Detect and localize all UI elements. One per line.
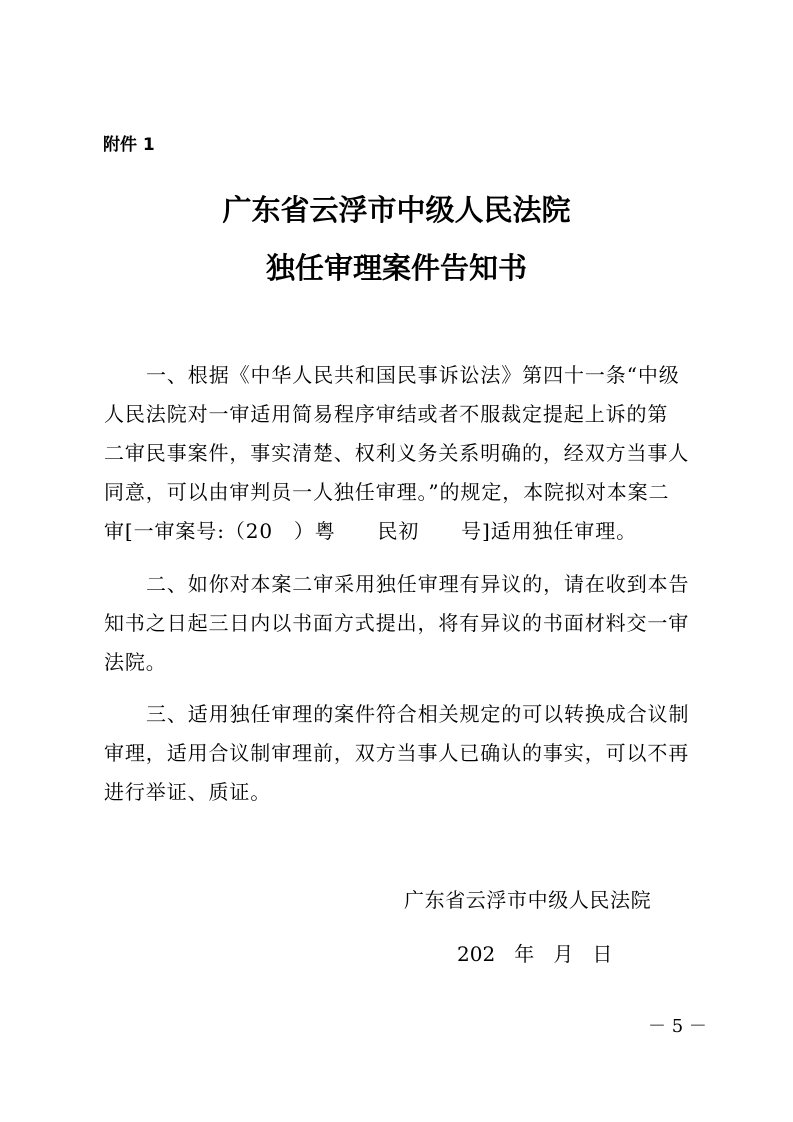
document-title-court: 广东省云浮市中级人民法院	[222, 193, 571, 227]
paragraph-line: 三、适用独任审理的案件符合相关规定的可以转换成合议制	[146, 702, 690, 726]
paragraph-line: 二审民事案件，事实清楚、权利义务关系明确的，经双方当事人	[104, 441, 690, 465]
paragraph-line: 审理，适用合议制审理前，双方当事人已确认的事实，可以不再	[104, 741, 690, 765]
page-number: － 5 －	[648, 1016, 707, 1037]
paragraph-1	[104, 356, 746, 551]
paragraph-line: 法院。	[104, 650, 167, 674]
paragraph-line: 同意，可以由审判员一人独任审理。”的规定，本院拟对本案二	[104, 480, 670, 504]
paragraph-3	[104, 695, 746, 812]
document-title-notice: 独任审理案件告知书	[265, 251, 527, 285]
paragraph-line: 进行举证、质证。	[104, 780, 272, 804]
signature-date: 202 年 月 日	[457, 942, 613, 966]
paragraph-line: 一、根据《中华人民共和国民事诉讼法》第四十一条“中级	[146, 363, 680, 387]
paragraph-line: 人民法院对一审适用简易程序审结或者不服裁定提起上诉的第	[104, 402, 669, 426]
paragraph-line: 审[一审案号:（20 ）粤 民初 号]适用独任审理。	[104, 519, 637, 543]
paragraph-line: 知书之日起三日内以书面方式提出，将有异议的书面材料交一审	[104, 611, 690, 635]
paragraph-2	[104, 565, 746, 682]
attachment-label: 附件 1	[103, 135, 155, 155]
signature-court: 广东省云浮市中级人民法院	[404, 888, 652, 912]
paragraph-line: 二、如你对本案二审采用独任审理有异议的，请在收到本告	[146, 572, 690, 596]
